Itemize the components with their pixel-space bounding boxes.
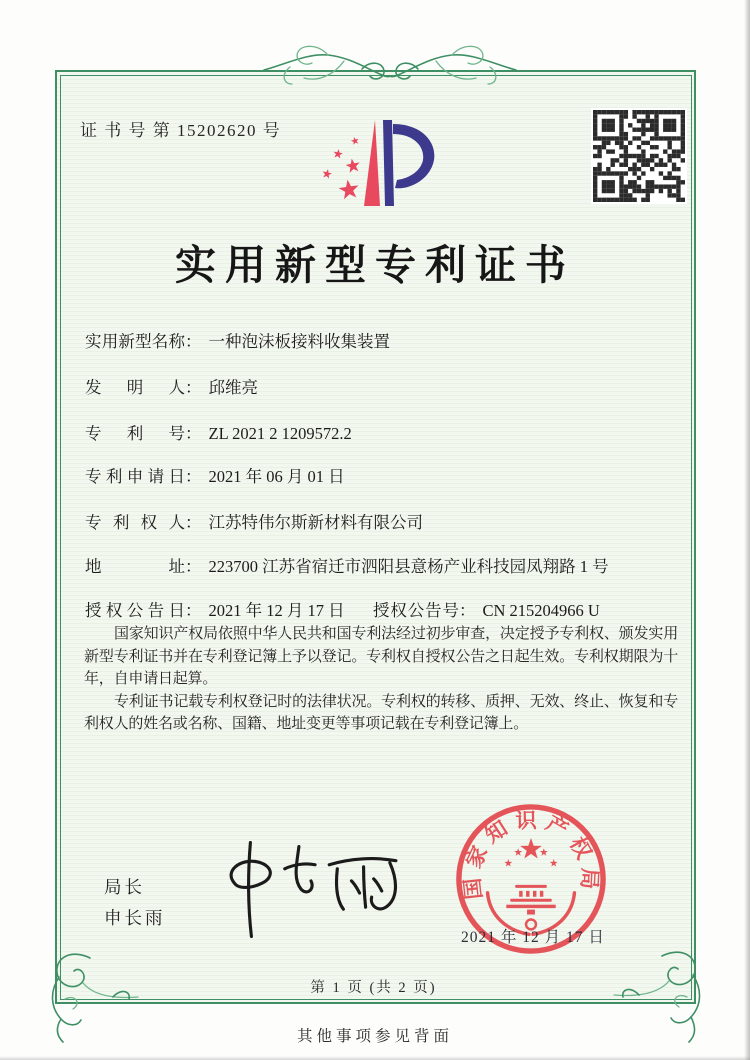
cnipa-logo-icon	[312, 114, 444, 218]
certificate-number: 证 书 号 第 15202620 号	[80, 121, 282, 140]
field-value: CN 215204966 U	[482, 601, 600, 620]
seal-arc-text: 国家知识产权局	[459, 808, 602, 901]
back-side-note: 其他事项参见背面	[296, 1028, 453, 1045]
field-colon: ：	[185, 424, 202, 443]
field-label: 授权公告号	[373, 601, 459, 620]
legal-paragraph: 国家知识产权局依照中华人民共和国专利法经过初步审查，决定授予专利权、颁发实用新型专利证书并在专利登记簿上予以登记。专利权自授权公告之日起生效。专利权期限为十年，自申请日起算。	[84, 626, 678, 688]
field-label: 专利号	[85, 424, 185, 443]
scan-edge	[0, 1056, 750, 1060]
field-row-address	[85, 553, 673, 577]
field-value: 2021 年 12 月 17 日	[208, 601, 345, 620]
field-value: ZL 2021 2 1209572.2	[208, 424, 352, 443]
director-title: 局长	[104, 877, 145, 897]
field-value: 2021 年 06 月 01 日	[208, 467, 345, 486]
field-colon: ：	[185, 332, 202, 351]
field-row-name	[85, 328, 673, 352]
field-colon: ：	[185, 513, 202, 532]
certificate-title: 实用新型专利证书	[175, 242, 575, 288]
field-row-patent-number	[85, 420, 673, 444]
seal-date: 2021 年 12 月 17 日	[461, 929, 605, 946]
field-colon: ：	[185, 467, 202, 486]
field-value: 223700 江苏省宿迁市泗阳县意杨产业科技园凤翔路 1 号	[208, 557, 609, 576]
director-block	[104, 872, 166, 934]
field-label: 实用新型名称	[85, 332, 185, 351]
field-row-filing-date	[85, 463, 673, 487]
field-value: 一种泡沫板接料收集装置	[208, 332, 390, 351]
field-row-patentee	[85, 509, 673, 533]
field-label: 地址	[85, 557, 185, 576]
field-row-inventor	[85, 374, 673, 398]
field-label: 发明人	[85, 378, 185, 397]
field-colon: ：	[185, 557, 202, 576]
field-row-grant	[85, 597, 673, 621]
field-label: 专利权人	[85, 513, 185, 532]
legal-text-block	[84, 623, 678, 736]
page-number: 第 1 页 (共 2 页)	[310, 980, 437, 996]
field-value: 邱维亮	[208, 378, 258, 397]
field-colon: ：	[185, 378, 202, 397]
director-signature-icon	[212, 838, 404, 940]
field-label: 专利申请日	[85, 467, 185, 486]
field-colon: ：	[459, 601, 476, 620]
grant-number-group	[373, 597, 600, 621]
legal-paragraph: 专利证书记载专利权登记时的法律状况。专利权的转移、质押、无效、终止、恢复和专利权人的姓名或名称、国籍、地址变更等事项记载在专利登记簿上。	[84, 693, 678, 733]
scan-edge	[744, 0, 750, 1060]
field-label: 授权公告日	[85, 601, 185, 620]
qr-code-icon	[591, 108, 687, 204]
director-name: 申长雨	[104, 908, 166, 928]
field-value: 江苏特伟尔斯新材料有限公司	[208, 513, 423, 532]
field-colon: ：	[185, 601, 202, 620]
